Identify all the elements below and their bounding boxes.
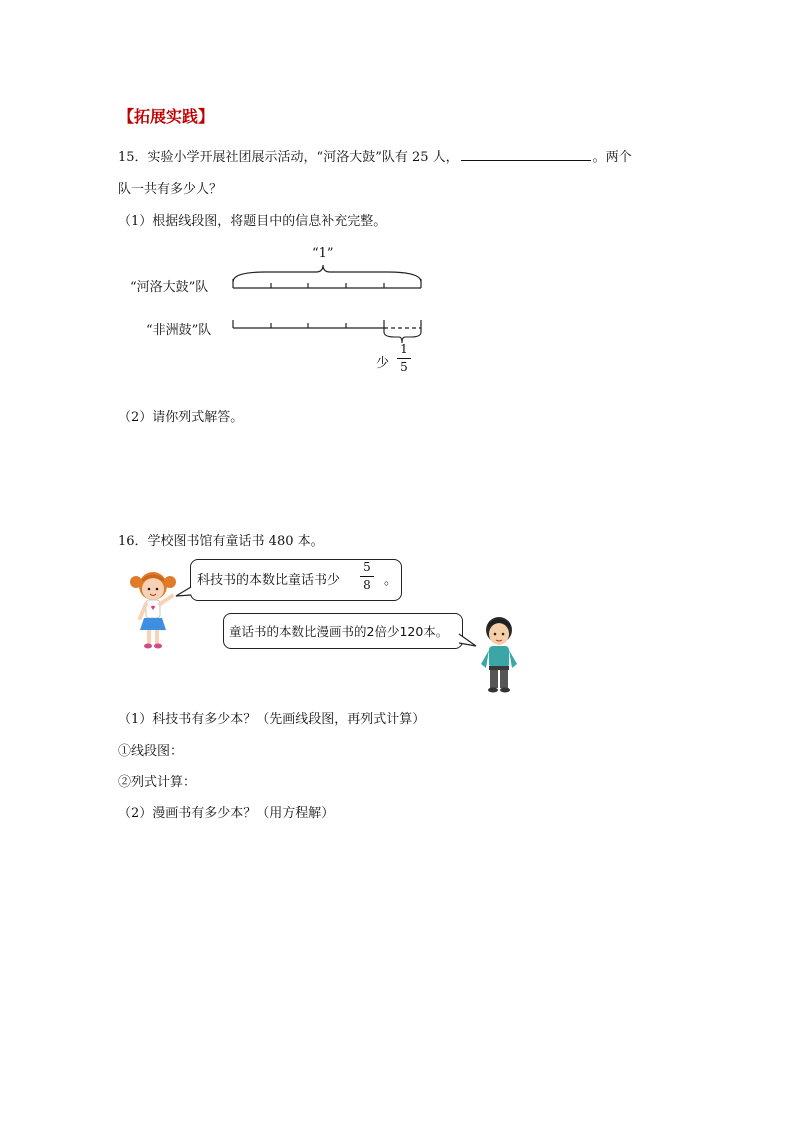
section-heading: 【拓展实践】 xyxy=(118,107,215,126)
q15-line1 xyxy=(118,146,632,165)
q16-part1: （1）科技书有多少本？（先画线段图，再列式计算） xyxy=(118,712,426,727)
q15-line2: 队一共有多少人？ xyxy=(118,182,223,197)
q16-stem: 16．学校图书馆有童话书 480 本。 xyxy=(118,534,324,549)
fraction-one-fifth xyxy=(397,343,411,374)
q15-line1-before: 15．实验小学开展社团展示活动，“河洛大鼓”队有 25 人， xyxy=(118,150,459,165)
q15-answer-blank[interactable] xyxy=(461,147,591,161)
boy-icon xyxy=(474,612,524,696)
bubble-tail-girl xyxy=(174,586,194,602)
girl-icon xyxy=(120,566,186,650)
less-label: 少 xyxy=(376,356,390,371)
q15-line1-after: 。两个 xyxy=(592,150,632,165)
fraction-numerator: 5 xyxy=(363,560,371,574)
q16-part1a: ①线段图： xyxy=(118,744,184,759)
fraction-numerator: 1 xyxy=(400,342,408,356)
diagram-team-b-label: “非洲鼓”队 xyxy=(146,323,212,338)
bubble1-end: 。 xyxy=(384,573,398,588)
q16-part2: （2）漫画书有多少本？（用方程解） xyxy=(118,806,335,821)
q15-part2: （2）请你列式解答。 xyxy=(118,410,244,425)
top-brace xyxy=(233,265,421,282)
diagram-one-label: “1” xyxy=(312,246,334,261)
q15-part1: （1）根据线段图，将题目中的信息补充完整。 xyxy=(118,214,387,229)
q16-part1b: ②列式计算： xyxy=(118,775,197,790)
team-a-segment xyxy=(233,279,421,288)
fraction-denominator: 8 xyxy=(363,578,371,593)
team-b-segment xyxy=(233,320,421,332)
fraction-denominator: 5 xyxy=(400,360,408,375)
segment-diagram xyxy=(225,262,430,344)
bubble2-text: 童话书的本数比漫画书的2倍少120本。 xyxy=(229,624,449,639)
bubble1-text: 科技书的本数比童话书少 xyxy=(197,573,341,588)
diagram-team-a-label: “河洛大鼓”队 xyxy=(130,280,209,295)
fraction-five-eighths xyxy=(360,561,374,592)
